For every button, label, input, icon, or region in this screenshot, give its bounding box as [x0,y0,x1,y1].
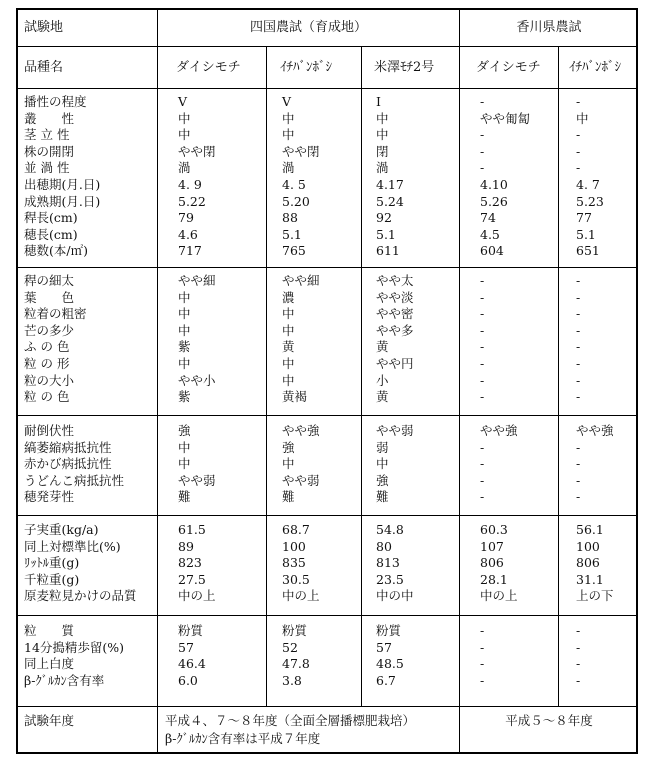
trait-value: 中 [178,306,191,322]
trait-value: 74 [480,210,496,226]
trait-label: 出穂期(月.日) [24,177,101,192]
trait-value: 52 [282,639,298,655]
trait-value: - [576,273,581,288]
trait-value: 渦 [282,160,295,176]
trait-value: 5.23 [576,193,604,209]
trait-value: 濃 [282,289,295,305]
trait-label: 成熟期(月.日) [24,193,101,209]
trait-value: 中の中 [376,588,414,604]
trait-value: 弱 [376,439,389,455]
test-year-label: 試験年度 [24,713,75,728]
trait-value: - [480,273,485,288]
trait-label: 葉 色 [24,289,75,305]
trait-value: - [480,289,485,305]
trait-value: - [480,143,485,159]
trait-label: 原麦粒見かけの品質 [24,588,137,604]
trait-value: 中 [178,127,191,143]
beta-glucan-note: β-ｸﾞﾙｶﾝ含有率は平成７年度 [165,731,321,746]
trait-value: 5.26 [480,193,508,209]
trait-value: - [480,623,485,638]
trait-label: 並 渦 性 [24,160,70,176]
trait-label: β-ｸﾞﾙｶﾝ含有率 [24,672,105,688]
trait-value: 中 [282,306,295,322]
trait-value: 中 [282,322,295,338]
trait-value: やや細 [178,273,216,288]
trait-value: やや弱 [376,423,414,438]
trait-value: 56.1 [576,522,604,537]
column-divider [157,10,158,754]
trait-value: 中 [282,456,295,472]
trait-value: 黄褐 [282,389,308,405]
trait-label: 稈長(cm) [24,210,78,226]
trait-value: - [480,94,485,109]
trait-label: 縞萎縮病抵抗性 [24,439,112,455]
trait-value: やや密 [376,306,414,322]
trait-value: - [480,127,485,143]
trait-value: 77 [576,210,592,226]
trait-value: - [576,306,581,322]
trait-value: - [480,489,485,505]
trait-value: - [480,656,485,672]
trait-label: 株の開閉 [24,143,75,159]
trait-label: 千粒重(g) [24,571,80,587]
trait-value: 中の上 [282,588,320,604]
trait-label: うどんこ病抵抗性 [24,472,125,488]
trait-value: やや淡 [376,289,414,305]
trait-value: 4. 7 [576,177,600,192]
trait-value: 88 [282,210,298,226]
trait-value: 紫 [178,339,191,355]
trait-value: - [576,456,581,472]
trait-label: ふ の 色 [24,339,70,355]
variety-name: ダイシモチ [476,60,541,75]
row-divider [18,267,636,268]
trait-value: 中 [178,456,191,472]
trait-value: 57 [178,639,194,655]
trait-value: Ⅴ [178,94,188,109]
trait-label: 穂長(cm) [24,226,78,242]
trait-value: - [576,389,581,405]
trait-value: 中の上 [178,588,216,604]
trait-value: 粉質 [282,623,308,638]
variety-name: 米澤ﾓﾁ2号 [374,60,435,75]
trait-value: - [480,472,485,488]
trait-value: 813 [376,555,400,571]
trait-value: 中 [576,110,589,126]
variety-name: ｲﾁﾊﾞﾝﾎﾞｼ [280,60,332,75]
trait-label: 粒着の粗密 [24,306,87,322]
trait-label: 粒 質 [24,623,75,638]
trait-value: 中 [376,127,389,143]
row-divider [18,88,636,89]
trait-value: 100 [282,538,306,554]
trait-value: やや小 [178,372,216,388]
variety-name: ｲﾁﾊﾞﾝﾎﾞｼ [569,60,621,75]
trait-value: - [576,472,581,488]
trait-value: 粉質 [178,623,204,638]
trait-value: - [576,322,581,338]
trait-value: - [576,489,581,505]
trait-value: 中 [178,356,191,371]
trait-value: - [480,322,485,338]
trait-value: 604 [480,243,504,259]
trait-value: - [480,306,485,322]
trait-value: - [480,372,485,388]
trait-value: - [576,639,581,655]
trait-value: - [480,456,485,472]
trait-value: やや匍匐 [480,110,531,126]
trait-value: - [576,339,581,355]
trait-value: 23.5 [376,571,404,587]
trait-value: - [480,389,485,405]
trait-value: 中 [178,110,191,126]
kagawa-site-header: 香川県農試 [516,20,582,35]
trait-value: 61.5 [178,522,206,537]
trait-value: 強 [178,423,191,438]
variety-label: 品種名 [24,60,64,75]
trait-value: 806 [480,555,504,571]
trait-value: 92 [376,210,392,226]
shikoku-test-years: 平成４、７～８年度（全面全層播標肥栽培） [165,713,416,728]
trait-value: 黄 [282,339,295,355]
trait-value: 835 [282,555,306,571]
trait-value: - [576,94,581,109]
trait-value: 中 [376,110,389,126]
trait-value: 5.22 [178,193,206,209]
trait-label: 14分搗精歩留(%) [24,639,125,655]
column-divider [558,46,559,706]
trait-value: - [576,143,581,159]
trait-label: 穂数(本/㎡) [24,243,88,259]
trait-value: 中 [282,110,295,126]
trait-value: - [576,439,581,455]
trait-value: やや円 [376,356,414,371]
trait-value: 68.7 [282,522,310,537]
trait-value: - [576,656,581,672]
trait-value: 717 [178,243,202,259]
trait-value: 強 [376,472,389,488]
trait-value: - [576,127,581,143]
variety-comparison-table [16,8,638,754]
shikoku-site-header: 四国農試（育成地） [249,20,367,35]
trait-value: - [480,639,485,655]
trait-value: 6.0 [178,672,198,688]
trait-value: 渦 [376,160,389,176]
trait-label: 耐倒伏性 [24,423,75,438]
trait-value: 4. 9 [178,177,202,192]
trait-value: 6.7 [376,672,396,688]
trait-value: 中 [178,322,191,338]
trait-label: 播性の程度 [24,94,87,109]
trait-value: - [480,339,485,355]
trait-value: 3.8 [282,672,302,688]
trait-label: 赤かび病抵抗性 [24,456,112,472]
trait-value: 31.1 [576,571,604,587]
trait-value: 紫 [178,389,191,405]
trait-value: 中 [376,456,389,472]
trait-value: - [480,439,485,455]
trait-value: - [576,672,581,688]
trait-value: 閉 [376,143,389,159]
trait-value: 48.5 [376,656,404,672]
trait-value: やや閉 [178,143,216,159]
trait-value: 5.24 [376,193,404,209]
trait-value: 中 [178,289,191,305]
trait-value: 47.8 [282,656,310,672]
variety-name: ダイシモチ [176,60,241,75]
trait-value: 難 [376,489,389,505]
trait-value: 5.1 [376,226,396,242]
trait-value: やや強 [480,423,518,438]
trait-value: 中 [282,356,295,371]
trait-value: 粉質 [376,623,402,638]
trait-value: やや強 [282,423,320,438]
trait-value: - [576,372,581,388]
trait-value: - [480,160,485,176]
trait-value: 5.20 [282,193,310,209]
trait-value: 黄 [376,389,389,405]
trait-label: 叢 性 [24,110,75,126]
trait-value: 渦 [178,160,191,176]
row-divider [18,415,636,416]
trait-label: 穂発芽性 [24,489,75,505]
trait-value: やや多 [376,322,414,338]
trait-value: 4.10 [480,177,508,192]
trait-value: やや弱 [178,472,216,488]
trait-value: 黄 [376,339,389,355]
trait-value: 611 [376,243,400,259]
site-label: 試験地 [24,20,64,35]
trait-value: 小 [376,372,389,388]
trait-value: 27.5 [178,571,206,587]
trait-value: 89 [178,538,194,554]
trait-value: Ⅰ [376,94,381,109]
trait-value: 80 [376,538,392,554]
kagawa-test-years: 平成５～８年度 [505,713,593,728]
trait-label: 粒の大小 [24,372,75,388]
trait-value: 難 [282,489,295,505]
trait-value: 中の上 [480,588,518,604]
trait-value: やや弱 [282,472,320,488]
trait-label: 同上対標準比(%) [24,538,121,554]
trait-value: 823 [178,555,202,571]
trait-value: 中 [178,439,191,455]
column-divider [459,10,460,754]
trait-value: 79 [178,210,194,226]
row-divider [18,46,636,47]
trait-label: 同上白度 [24,656,75,672]
trait-value: 107 [480,538,504,554]
trait-value: 651 [576,243,600,259]
trait-value: 806 [576,555,600,571]
trait-value: 難 [178,489,191,505]
trait-label: 子実重(kg/a) [24,522,99,537]
trait-value: 765 [282,243,306,259]
trait-value: 100 [576,538,600,554]
trait-value: Ⅴ [282,94,292,109]
trait-label: 粒 の 形 [24,356,70,371]
trait-value: 54.8 [376,522,404,537]
trait-value: 30.5 [282,571,310,587]
trait-value: 強 [282,439,295,455]
trait-value: やや強 [576,423,614,438]
trait-label: 粒 の 色 [24,389,70,405]
column-divider [361,46,362,706]
trait-value: - [480,356,485,371]
trait-value: 57 [376,639,392,655]
row-divider [18,515,636,516]
trait-value: やや細 [282,273,320,288]
trait-value: 中 [282,372,295,388]
trait-value: 46.4 [178,656,206,672]
trait-value: 4.5 [480,226,500,242]
trait-value: 5.1 [282,226,302,242]
trait-value: 4.6 [178,226,198,242]
trait-value: 5.1 [576,226,596,242]
trait-value: - [576,356,581,371]
trait-label: 稈の細太 [24,273,75,288]
trait-value: - [576,160,581,176]
trait-value: 上の下 [576,588,614,604]
trait-value: 4.17 [376,177,404,192]
trait-value: 中 [282,127,295,143]
trait-value: 28.1 [480,571,508,587]
trait-value: やや閉 [282,143,320,159]
row-divider [18,615,636,616]
trait-label: 茎 立 性 [24,127,70,143]
trait-value: 60.3 [480,522,508,537]
trait-value: - [480,672,485,688]
trait-value: - [576,623,581,638]
trait-value: やや太 [376,273,414,288]
trait-value: 4. 5 [282,177,306,192]
trait-label: ﾘｯﾄﾙ重(g) [24,555,80,571]
row-divider [18,706,636,707]
column-divider [266,46,267,706]
trait-label: 芒の多少 [24,322,75,338]
trait-value: - [576,289,581,305]
